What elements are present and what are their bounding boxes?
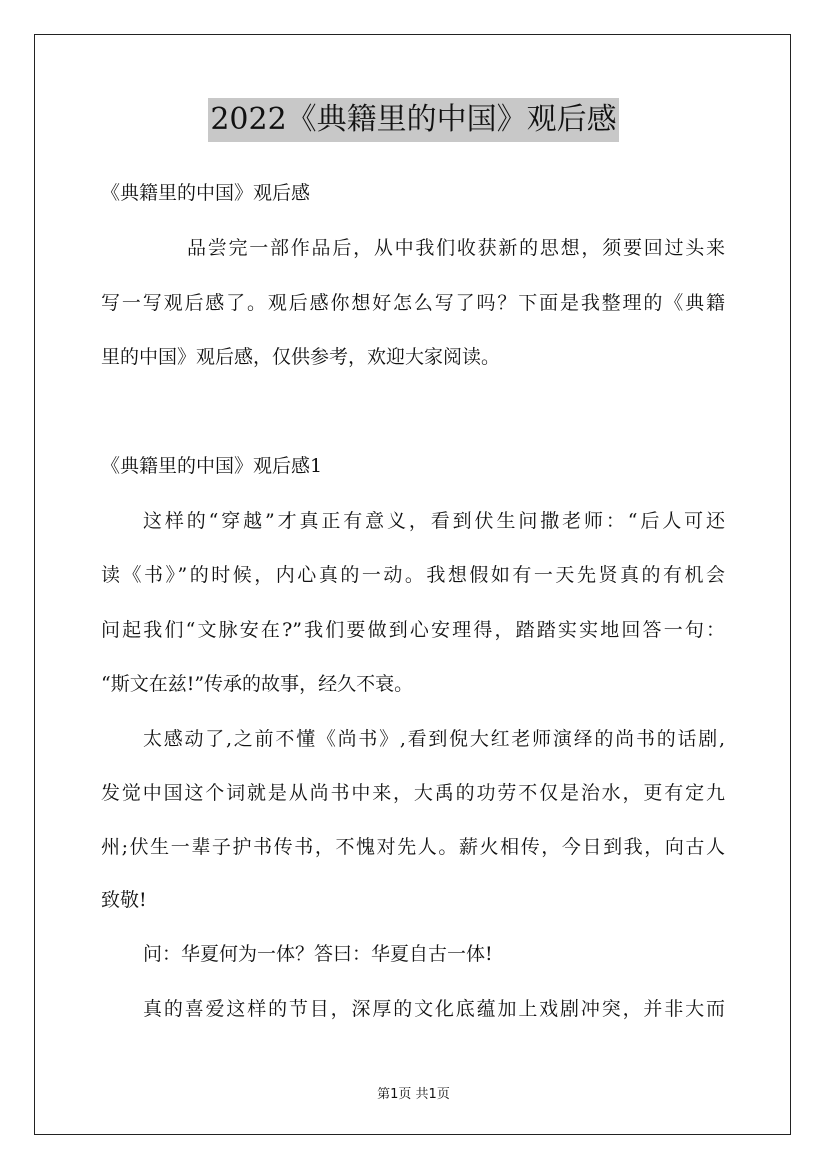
subtitle: 《典籍里的中国》观后感 xyxy=(101,182,311,204)
para2-line-1: 太感动了,之前不懂《尚书》,看到倪大红老师演绎的尚书的话剧, xyxy=(143,728,725,750)
para2-line-2: 发觉中国这个词就是从尚书中来，大禹的功劳不仅是治水，更有定九 xyxy=(101,782,725,804)
page-footer: 第1页 共1页 xyxy=(377,1087,450,1102)
intro-line-3: 里的中国》观后感，仅供参考，欢迎大家阅读。 xyxy=(101,346,501,368)
para1-line-3: 问起我们“文脉安在?”我们要做到心安理得，踏踏实实地回答一句： xyxy=(101,619,725,641)
para1-line-4: “斯文在兹!”传承的故事，经久不衰。 xyxy=(101,673,414,695)
para2-line-4: 致敬! xyxy=(101,889,147,911)
para1-line-1: 这样的“穿越”才真正有意义，看到伏生问撒老师：“后人可还 xyxy=(143,510,725,532)
intro-line-2: 写一写观后感了。观后感你想好怎么写了吗？下面是我整理的《典籍 xyxy=(101,292,725,314)
para3-line: 问：华夏何为一体？答曰：华夏自古一体! xyxy=(143,943,493,965)
section-heading: 《典籍里的中国》观后感1 xyxy=(101,455,323,477)
title-container xyxy=(0,98,827,142)
para2-line-3: 州;伏生一辈子护书传书，不愧对先人。薪火相传，今日到我，向古人 xyxy=(101,836,725,858)
para1-line-2: 读《书》”的时候，内心真的一动。我想假如有一天先贤真的有机会 xyxy=(101,564,725,586)
document-title: 2022《典籍里的中国》观后感 xyxy=(208,98,618,142)
para4-line-1: 真的喜爱这样的节目，深厚的文化底蕴加上戏剧冲突，并非大而 xyxy=(143,998,725,1020)
intro-line-1: 品尝完一部作品后，从中我们收获新的思想，须要回过头来 xyxy=(187,237,725,259)
